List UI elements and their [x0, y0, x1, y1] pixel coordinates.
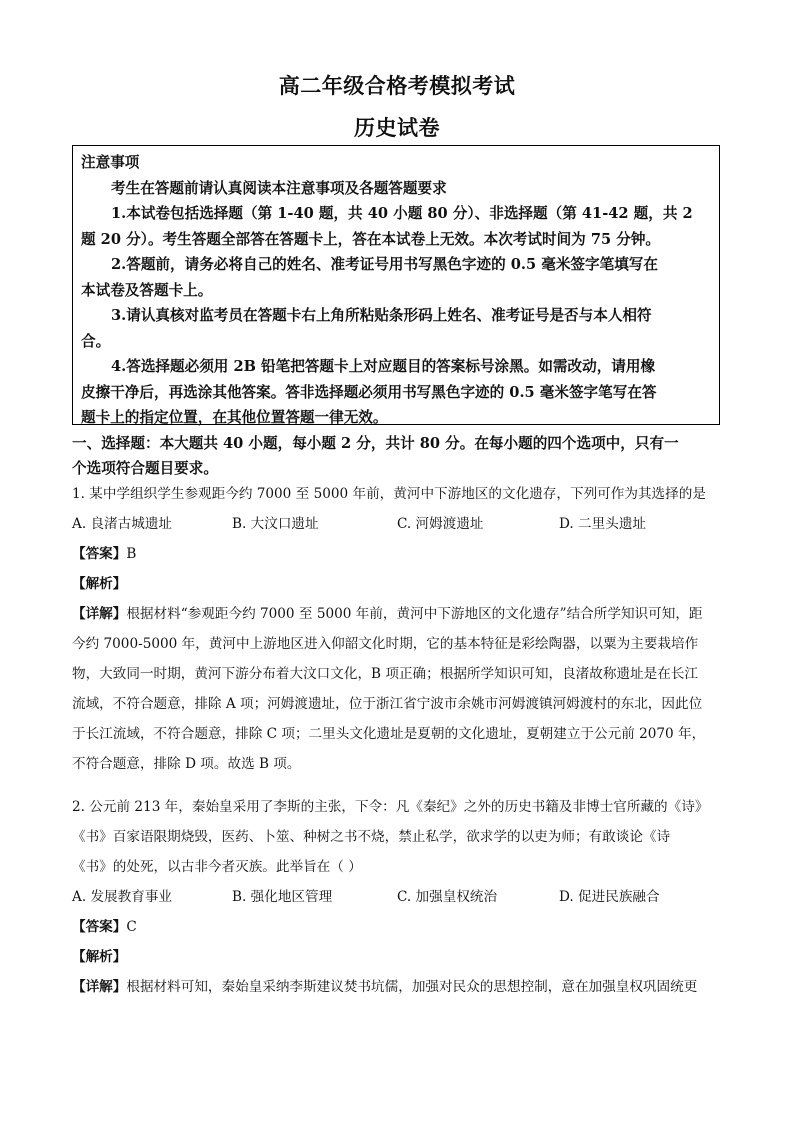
notice-item-3a: 3.请认真核对监考员在答题卡右上角所粘贴条形码上姓名、准考证号是否与本人相符	[111, 307, 652, 324]
answer-value: B	[126, 546, 137, 562]
option-c: C. 河姆渡遗址	[397, 516, 484, 532]
detail-text: 根据材料可知，秦始皇采纳李斯建议焚书坑儒，加强对民众的思想控制，意在加强皇权巩固统更	[126, 979, 698, 995]
detail-tag: 【详解】	[72, 979, 127, 995]
detail-text: 根据材料“参观距今约 7000 至 5000 年前，黄河中下游地区的文化遗存”结合所学知识可知，距	[126, 606, 703, 622]
option-d: D. 二里头遗址	[559, 516, 647, 532]
question-2-answer	[72, 912, 722, 942]
detail-tag: 【详解】	[72, 606, 127, 622]
question-2	[72, 792, 722, 1002]
question-2-analysis	[72, 942, 722, 972]
option-a: A. 良渚古城遗址	[72, 516, 173, 532]
option-b: B. 大汶口遗址	[232, 516, 319, 532]
notice-item-2a: 2.答题前，请务必将自己的姓名、准考证号用书写黑色字迹的 0.5 毫米签字笔填写在	[111, 256, 658, 273]
exam-title: 高二年级合格考模拟考试	[278, 73, 516, 98]
question-1-options	[72, 509, 722, 539]
analysis-tag: 【解析】	[72, 949, 127, 965]
notice-item-4a: 4.答选择题必须用 2B 铅笔把答题卡上对应题目的答案标号涂黑。如需改动，请用橡	[111, 358, 656, 375]
question-1-detail-2: 今约 7000-5000 年，黄河中上游地区进入仰韶文化时期，它的基本特征是彩绘陶器，以粟为主要栽培作	[72, 636, 699, 652]
option-b: B. 强化地区管理	[232, 889, 333, 905]
question-1-analysis	[72, 569, 722, 599]
question-1-detail-6: 不符合题意，排除 D 项。故选 B 项。	[72, 756, 301, 772]
answer-value: C	[126, 919, 137, 935]
answer-tag: 【答案】	[72, 546, 127, 562]
question-2-options	[72, 882, 722, 912]
option-d: D. 促进民族融合	[559, 889, 660, 905]
exam-subtitle: 历史试卷	[354, 115, 440, 140]
analysis-tag: 【解析】	[72, 576, 127, 592]
question-1-detail-4: 流域，不符合题意，排除 A 项；河姆渡遗址，位于浙江省宁波市余姚市河姆渡镇河姆渡村的东北，因此位	[72, 696, 703, 712]
answer-tag: 【答案】	[72, 919, 127, 935]
notice-item-4b: 皮擦干净后，再选涂其他答案。答非选择题必须用书写黑色字迹的 0.5 毫米签字笔写在答	[81, 383, 657, 401]
question-2-detail-1	[72, 972, 722, 1002]
question-1-detail-3: 物，大致同一时期，黄河下游分布着大汶口文化，B 项正确；根据所学知识可知，良渚故称遗址是在长江	[72, 666, 699, 682]
notice-item-1a: 1.本试卷包括选择题（第 1-40 题，共 40 小题 80 分）、非选择题（第 41-42 题，共 2	[111, 205, 693, 222]
question-2-stem-1: 2. 公元前 213 年，秦始皇采用了李斯的主张，下令：凡《秦纪》之外的历史书籍及非博士官所藏的《诗》	[72, 799, 709, 815]
question-1-answer	[72, 539, 722, 569]
question-1-detail-1	[72, 599, 722, 629]
question-1-detail-5: 于长江流域，不符合题意，排除 C 项；二里头文化遗址是夏朝的文化遗址，夏朝建立于公元前 2070 年，	[72, 726, 706, 742]
section-heading	[72, 431, 722, 481]
option-a: A. 发展教育事业	[72, 889, 173, 905]
notice-heading: 注意事项	[81, 154, 140, 171]
section-heading-line-2: 个选项符合题目要求。	[72, 460, 218, 477]
question-1	[72, 479, 722, 779]
notice-item-2b: 本试卷及答题卡上。	[81, 281, 213, 299]
notice-item-4c: 题卡上的指定位置，在其他位置答题一律无效。	[81, 409, 388, 426]
question-2-stem-2: 《书》百家语限期烧毁，医药、卜筮、种树之书不烧，禁止私学，欲求学的以吏为师；有敢谈论《诗	[72, 829, 671, 845]
question-2-stem-3: 《书》的处死，以古非今者灭族。此举旨在（ ）	[72, 859, 362, 875]
notice-intro: 考生在答题前请认真阅读本注意事项及各题答题要求	[111, 179, 447, 197]
question-1-stem: 1. 某中学组织学生参观距今约 7000 至 5000 年前，黄河中下游地区的文化遗存，下列可作为其选择的是	[72, 486, 706, 502]
notice-item-3b: 合。	[81, 332, 111, 350]
notice-item-1b: 题 20 分）。考生答题全部答在答题卡上，答在本试卷上无效。本次考试时间为 75 分钟。	[81, 230, 661, 248]
option-c: C. 加强皇权统治	[397, 889, 498, 905]
section-heading-line-1: 一、选择题：本大题共 40 小题，每小题 2 分，共计 80 分。在每小题的四个选项中，只有一	[72, 435, 679, 452]
notice-box	[72, 145, 720, 425]
